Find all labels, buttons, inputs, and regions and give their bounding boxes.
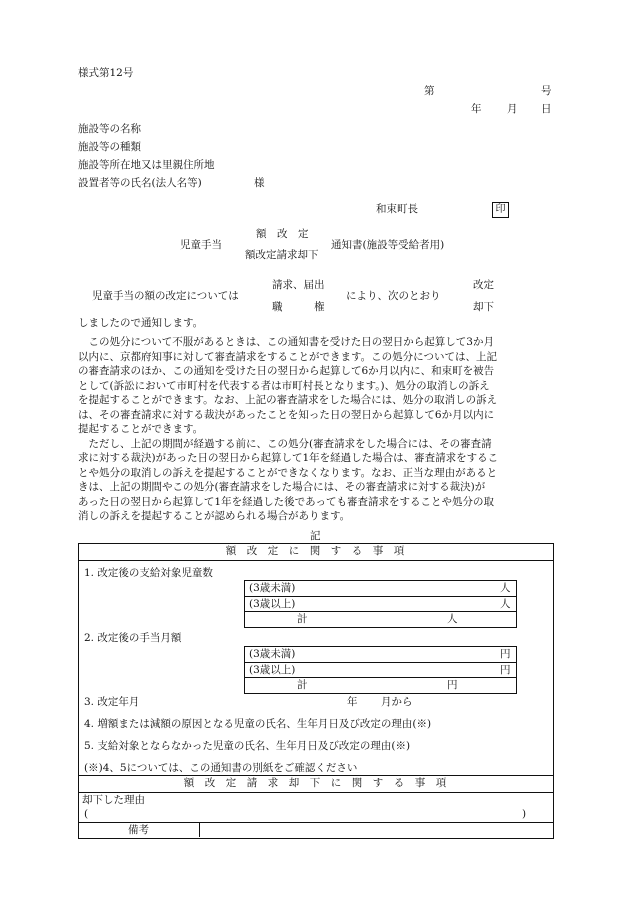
section1-header: 額 改 定 に 関 す る 事 項 (225, 545, 405, 557)
item1-over3-label: (3歳以上) (249, 598, 296, 610)
honorific: 様 (254, 177, 265, 189)
ki-mark: 記 (310, 530, 321, 542)
title-option-revision: 額 改 定 (256, 228, 309, 240)
issuer-name: 和束町長 (376, 203, 418, 215)
body-line: あった日の翌日から起算して1年を経過した後であっても審査請求をすることや処分の取 (78, 495, 494, 508)
intro-tail: しましたので通知します。 (78, 317, 204, 329)
facility-name-label: 施設等の名称 (78, 123, 141, 135)
item2-under3-label: (3歳未満) (249, 648, 296, 660)
intro-middle: により、次のとおり (346, 290, 441, 302)
item1-total-label: 計 (297, 613, 308, 625)
item2-total-unit: 円 (447, 679, 458, 691)
body-line: の審査請求のほか、この通知を受けた日の翌日から起算して6か月以内に、和束町を被告 (78, 365, 495, 377)
divider (244, 611, 516, 612)
item3-year: 年 (347, 696, 358, 708)
rejection-reason-label: 却下した理由 (82, 794, 145, 806)
divider (244, 596, 516, 597)
body-line: この処分について不服があるときは、この通知書を受けた日の翌日から起算して3か月 (78, 336, 494, 348)
operator-name-label: 設置者等の氏名(法人名等) (78, 177, 202, 189)
item2-label: 2. 改定後の手当月額 (84, 632, 182, 644)
body-line: 求に対する裁決)があった日の翌日から起算して1年を経過した場合は、審査請求をするこ (78, 452, 499, 464)
seal-mark: 印 (492, 202, 509, 218)
body-line: とや処分の取消しの訴えを提起することができなくなります。なお、正当な理由があると (78, 466, 498, 479)
intro-lead: 児童手当の額の改定については (92, 290, 239, 302)
date-month: 月 (507, 103, 518, 115)
divider (78, 792, 553, 793)
note: (※)4、5については、この通知書の別紙をご確認ください (84, 762, 358, 774)
appeal-notice-paragraph (78, 335, 554, 524)
item3-label: 3. 改定年月 (84, 696, 140, 708)
intro-option-authority: 職 権 (272, 301, 325, 313)
date-day: 日 (541, 103, 552, 115)
intro-option-request: 請求、届出 (272, 279, 325, 291)
form-number: 様式第12号 (78, 67, 134, 79)
item2-over3-label: (3歳以上) (249, 664, 296, 676)
item5-label: 5. 支給対象とならなかった児童の氏名、生年月日及び改定の理由(※) (84, 740, 411, 752)
divider (199, 822, 200, 837)
body-line: 消しの訴えを提起することが認められる場合があります。 (78, 510, 351, 522)
remarks-label: 備考 (128, 824, 149, 836)
item1-label: 1. 改定後の支給対象児童数 (84, 567, 213, 579)
item2-over3-unit: 円 (500, 664, 511, 676)
divider (244, 662, 516, 663)
paren-close: ) (522, 808, 527, 820)
facility-address-label: 施設等所在地又は里親住所地 (78, 159, 215, 171)
title-prefix: 児童手当 (180, 239, 222, 251)
body-line: 以内に、京都府知事に対して審査請求をすることができます。この処分については、上記 (78, 350, 497, 363)
item3-month: 月から (381, 696, 413, 708)
doc-number-prefix: 第 (424, 85, 435, 97)
title-suffix: 通知書(施設等受給者用) (331, 239, 445, 251)
doc-number-suffix: 号 (541, 85, 552, 97)
divider (244, 677, 516, 678)
item2-total-label: 計 (297, 679, 308, 691)
body-line: を提起することができます。なお、上記の審査請求をした場合には、処分の取消しの訴え (78, 394, 498, 406)
intro-option-reject: 却下 (473, 301, 494, 313)
date-year: 年 (471, 103, 482, 115)
item1-total-unit: 人 (447, 613, 458, 625)
item2-under3-unit: 円 (500, 648, 511, 660)
body-line: は、その審査請求に対する裁決があったことを知った日の翌日から起算して6か月以内に (78, 408, 495, 421)
body-line: きは、上記の期間やこの処分(審査請求をした場合には、その審査請求に対する裁決)が (78, 481, 486, 493)
facility-type-label: 施設等の種類 (78, 141, 141, 153)
paren-open: ( (84, 808, 89, 820)
item1-under3-label: (3歳未満) (249, 582, 296, 594)
intro-option-revise: 改定 (473, 279, 494, 291)
item4-label: 4. 増額または減額の原因となる児童の氏名、生年月日及び改定の理由(※) (84, 718, 432, 730)
body-line: として(訴訟において市町村を代表する者は市町村長となります。)、処分の取消しの訴え (78, 379, 490, 392)
item1-over3-unit: 人 (500, 598, 511, 610)
item1-under3-unit: 人 (500, 582, 511, 594)
divider (78, 822, 553, 823)
title-option-rejection: 額改定請求却下 (245, 249, 319, 261)
divider (78, 775, 553, 776)
body-line: 提起することができます。 (78, 423, 204, 435)
body-line: ただし、上記の期間が経過する前に、この処分(審査請求をした場合には、その審査請 (78, 437, 492, 450)
section2-header: 額 改 定 請 求 却 下 に 関 す る 事 項 (183, 777, 447, 789)
divider (78, 560, 553, 561)
